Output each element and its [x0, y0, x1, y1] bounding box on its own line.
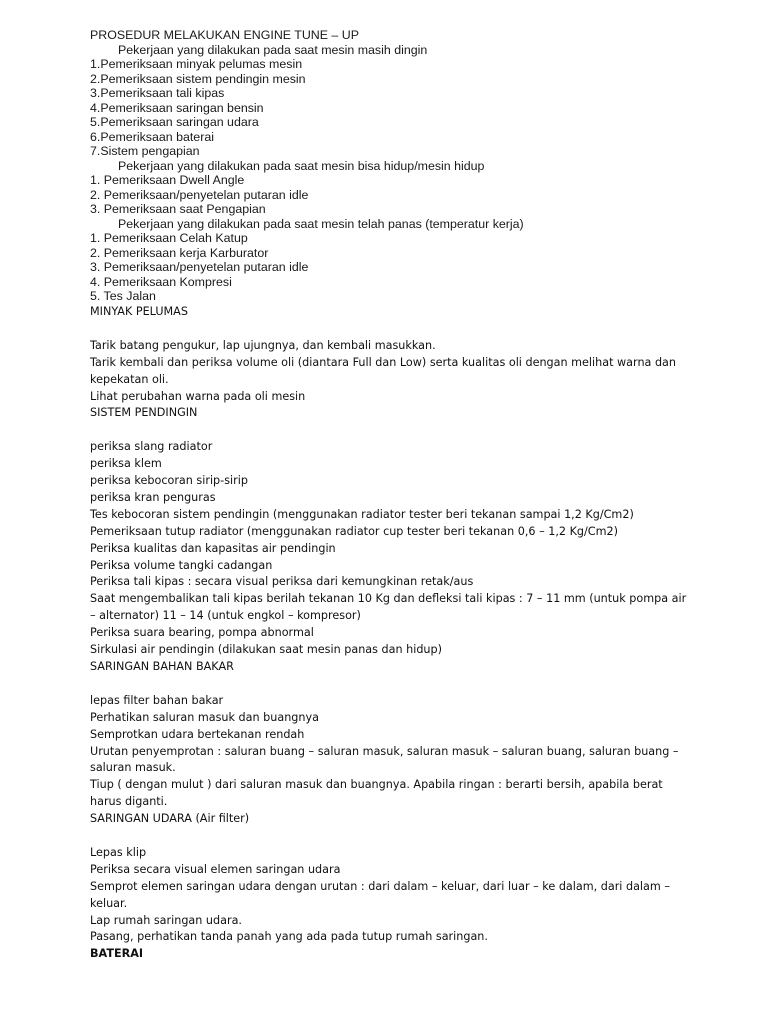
paragraph-line: Periksa secara visual elemen saringan udara [90, 862, 341, 876]
sistem-pendingin-heading: SISTEM PENDINGIN [90, 406, 198, 420]
list-item: 7.Sistem pengapian [90, 144, 200, 158]
paragraph-line: Periksa tali kipas : secara visual periksa dari kemungkinan retak/aus [90, 575, 474, 589]
overview-section [90, 28, 730, 304]
list-item: 1. Pemeriksaan Celah Katup [90, 231, 248, 245]
list-item: 2. Pemeriksaan kerja Karburator [90, 245, 269, 260]
paragraph-line: Tes kebocoran sistem pendingin (menggunakan radiator tester beri tekanan sampai 1,2 Kg/Cm2) [90, 507, 634, 521]
paragraph-line: Perhatikan saluran masuk dan buangnya [90, 710, 319, 724]
paragraph-line: kepekatan oli. [90, 372, 169, 386]
paragraph-line: Sirkulasi air pendingin (dilakukan saat mesin panas dan hidup) [90, 643, 442, 657]
saringan-bahan-bakar-heading: SARINGAN BAHAN BAKAR [90, 660, 234, 673]
paragraph-line: Semprot elemen saringan udara dengan urutan : dari dalam – keluar, dari luar – ke dalam, dari dalam – [90, 879, 670, 893]
paragraph-line: Pemeriksaan tutup radiator (menggunakan radiator cup tester beri tekanan 0,6 – 1,2 Kg/Cm2) [90, 524, 618, 538]
document-title: PROSEDUR MELAKUKAN ENGINE TUNE – UP [90, 28, 359, 42]
baterai-heading: BATERAI [90, 947, 144, 961]
spacer [90, 422, 690, 439]
list-item: 1.Pemeriksaan minyak pelumas mesin [90, 57, 303, 71]
paragraph-line: Periksa suara bearing, pompa abnormal [90, 626, 314, 640]
paragraph-line: lepas filter bahan bakar [90, 693, 224, 707]
minyak-pelumas-heading: MINYAK PELUMAS [90, 305, 188, 318]
list-item: 6.Pemeriksaan baterai [90, 129, 214, 144]
list-item: 5. Tes Jalan [90, 289, 156, 303]
list-item: 4.Pemeriksaan saringan bensin [90, 100, 264, 115]
paragraph-line: periksa kebocoran sirip-sirip [90, 474, 248, 488]
paragraph-line: Lihat perubahan warna pada oli mesin [90, 389, 306, 403]
paragraph-line: Tiup ( dengan mulut ) dari saluran masuk dan buangnya. Apabila ringan : berarti bersih, apabila berat [90, 778, 663, 792]
spacer [90, 828, 690, 845]
list-item: 3. Pemeriksaan/penyetelan putaran idle [90, 260, 309, 274]
paragraph-line: Pasang, perhatikan tanda panah yang ada pada tutup rumah saringan. [90, 930, 488, 944]
list-item: 3.Pemeriksaan tali kipas [90, 86, 225, 100]
list-item: 3. Pemeriksaan saat Pengapian [90, 202, 266, 216]
paragraph-line: Tarik kembali dan periksa volume oli (diantara Full dan Low) serta kualitas oli dengan melihat warna dan [90, 355, 676, 369]
paragraph-line: Urutan penyemprotan : saluran buang – saluran masuk, saluran masuk – saluran buang, saluran buang – [90, 744, 679, 758]
list-item: 2. Pemeriksaan/penyetelan putaran idle [90, 187, 309, 202]
paragraph-line: Saat mengembalikan tali kipas berilah tekanan 10 Kg dan defleksi tali kipas : 7 – 11 mm (untuk pompa air [90, 592, 687, 606]
paragraph-line: Periksa volume tangki cadangan [90, 558, 273, 572]
paragraph-line: – alternator) 11 – 14 (untuk engkol – kompresor) [90, 609, 361, 623]
hot-engine-heading: Pekerjaan yang dilakukan pada saat mesin telah panas (temperatur kerja) [118, 216, 524, 231]
paragraph-line: Lepas klip [90, 845, 147, 859]
paragraph-line: periksa klem [90, 457, 162, 471]
paragraph-line: Periksa kualitas dan kapasitas air pendingin [90, 541, 336, 555]
saringan-udara-heading: SARINGAN UDARA (Air filter) [90, 812, 250, 826]
paragraph-line: keluar. [90, 896, 128, 910]
paragraph-line: Lap rumah saringan udara. [90, 913, 242, 927]
list-item: 2.Pemeriksaan sistem pendingin mesin [90, 71, 306, 86]
paragraph-line: Semprotkan udara bertekanan rendah [90, 727, 305, 741]
spacer [90, 321, 690, 338]
paragraph-line: saluran masuk. [90, 761, 176, 775]
procedures-section [90, 304, 690, 963]
cold-engine-heading: Pekerjaan yang dilakukan pada saat mesin masih dingin [118, 42, 428, 57]
list-item: 4. Pemeriksaan Kompresi [90, 274, 232, 289]
paragraph-line: harus diganti. [90, 795, 168, 809]
list-item: 5.Pemeriksaan saringan udara [90, 115, 259, 129]
paragraph-line: periksa kran penguras [90, 490, 216, 504]
paragraph-line: Tarik batang pengukur, lap ujungnya, dan kembali masukkan. [90, 338, 436, 352]
spacer [90, 676, 690, 693]
list-item: 1. Pemeriksaan Dwell Angle [90, 173, 245, 187]
paragraph-line: periksa slang radiator [90, 440, 213, 454]
running-engine-heading: Pekerjaan yang dilakukan pada saat mesin bisa hidup/mesin hidup [118, 158, 485, 173]
